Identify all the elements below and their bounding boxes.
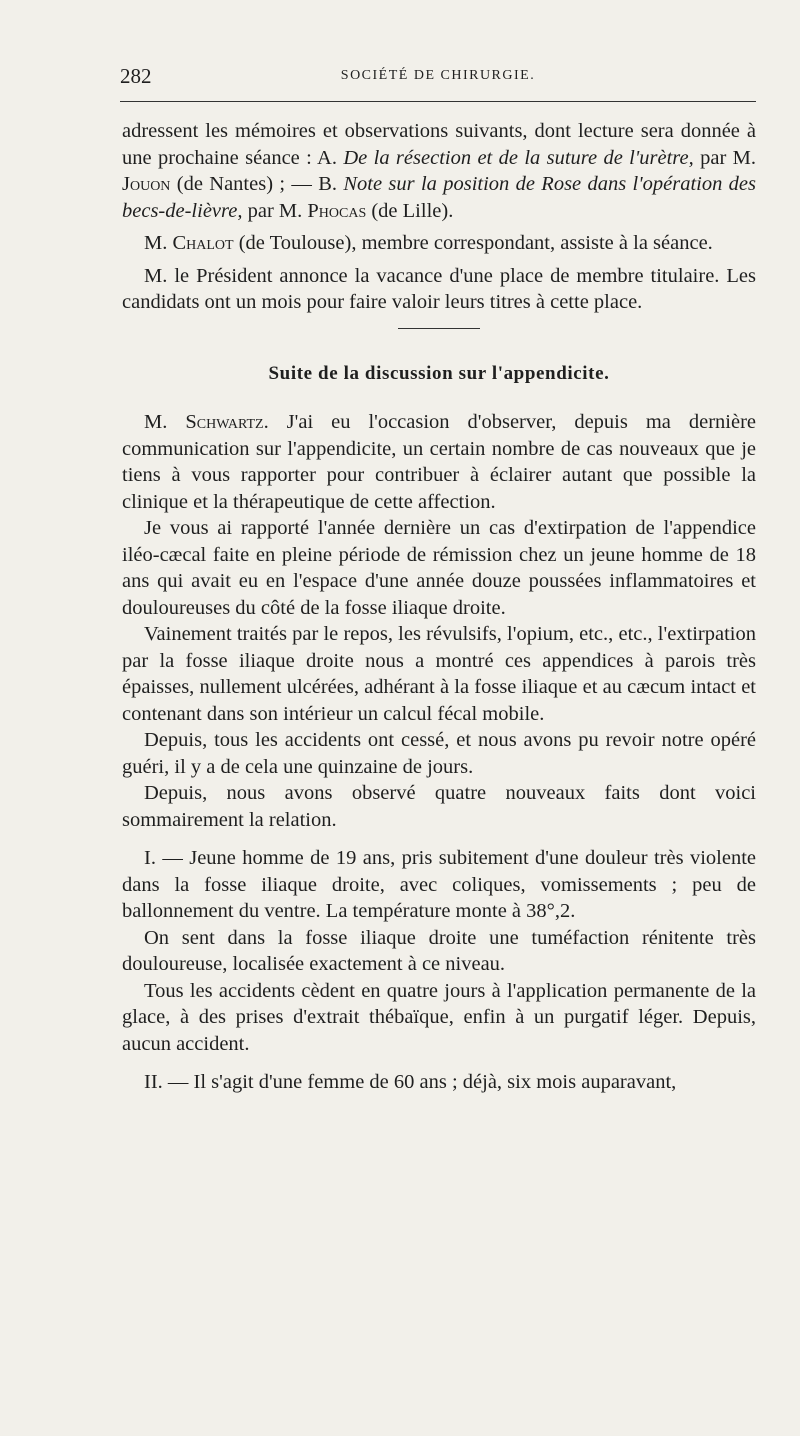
title-italic: De la résection et de la suture de l'urètre, [343, 146, 694, 169]
paragraph-memoires [122, 118, 756, 224]
paragraph-case-2: II. — Il s'agit d'une femme de 60 ans ; déjà, six mois auparavant, [144, 1071, 677, 1093]
text: (de Nantes) ; — B. [170, 173, 344, 195]
section-title: Suite de la discussion sur l'appendicite. [268, 362, 610, 384]
text: par M. [242, 199, 308, 222]
paragraph-gueri: Depuis, tous les accidents ont cessé, et nous avons pu revoir notre opéré guéri, il y a de cela une quinzaine de jours. [122, 729, 756, 778]
title-italic: Note sur la position de Rose dans l'opération des becs-de-lièvre, [122, 173, 757, 222]
author-name: Chalot [172, 232, 234, 254]
section-rule [398, 328, 480, 329]
author-name: Phocas [307, 199, 367, 222]
running-head: SOCIÉTÉ DE CHIRURGIE. [340, 68, 536, 83]
paragraph-schwartz [122, 409, 756, 515]
text: (de Lille). [366, 199, 454, 222]
header-rule [120, 101, 756, 102]
text: M. [144, 232, 173, 254]
paragraph-tumefaction: On sent dans la fosse iliaque droite une tuméfaction rénitente très douloureuse, localisée exactement à ce niveau. [122, 926, 756, 975]
paragraph-president: M. le Président annonce la vacance d'une place de membre titulaire. Les candidats ont un mois pour faire valoir leurs titres à cette place. [122, 264, 756, 313]
paragraph-nouveaux-faits: Depuis, nous avons observé quatre nouveaux faits dont voici sommairement la relation. [122, 782, 756, 831]
paragraph-case-1: I. — Jeune homme de 19 ans, pris subitement d'une douleur très violente dans la fosse iliaque droite, avec coliques, vomissements ; peu de ballonnement du ventre. La température monte à 38°,2. [122, 847, 756, 922]
paragraph-accidents: Tous les accidents cèdent en quatre jours à l'application permanente de la glace, à des prises d'extrait thébaïque, enfin à un purgatif léger. Depuis, aucun accident. [122, 979, 756, 1055]
paragraph-traitement: Vainement traités par le repos, les révulsifs, l'opium, etc., etc., l'extirpation par la fosse iliaque droite nous a montré ces appendices à parois très épaisses, nullement ulcérées, adhérant à la fosse iliaque et au cæcum intact et contenant dans son intérieur un calcul fécal mobile. [122, 623, 756, 725]
body-text [122, 118, 756, 1096]
text: M. [144, 411, 186, 433]
paragraph-extirpation: Je vous ai rapporté l'année dernière un cas d'extirpation de l'appendice iléo-cæcal faite en pleine période de rémission chez un jeune homme de 18 ans qui avait eu en l'espace d'une année douze poussées inflammatoires et douloureuses du côté de la fosse iliaque droite. [122, 517, 756, 619]
text: adressent les mémoires et observations suivants, dont lecture sera donnée à une prochaine séance : A. [122, 120, 756, 169]
page-header [120, 64, 756, 94]
author-name: Jouon [122, 173, 171, 195]
page-number: 282 [120, 64, 152, 88]
text: . J'ai eu l'occasion d'observer, depuis ma dernière communication sur l'appendicite, un certain nombre de cas nouveaux que je tiens à vous rapporter pour contribuer à éclairer autant que possible la clinique et la thérapeutique de cette affection. [122, 411, 757, 513]
author-name: Schwartz [185, 411, 264, 433]
text: par M. [693, 146, 756, 169]
paragraph-chalot [122, 230, 756, 257]
text: (de Toulouse), membre correspondant, assiste à la séance. [233, 232, 713, 254]
